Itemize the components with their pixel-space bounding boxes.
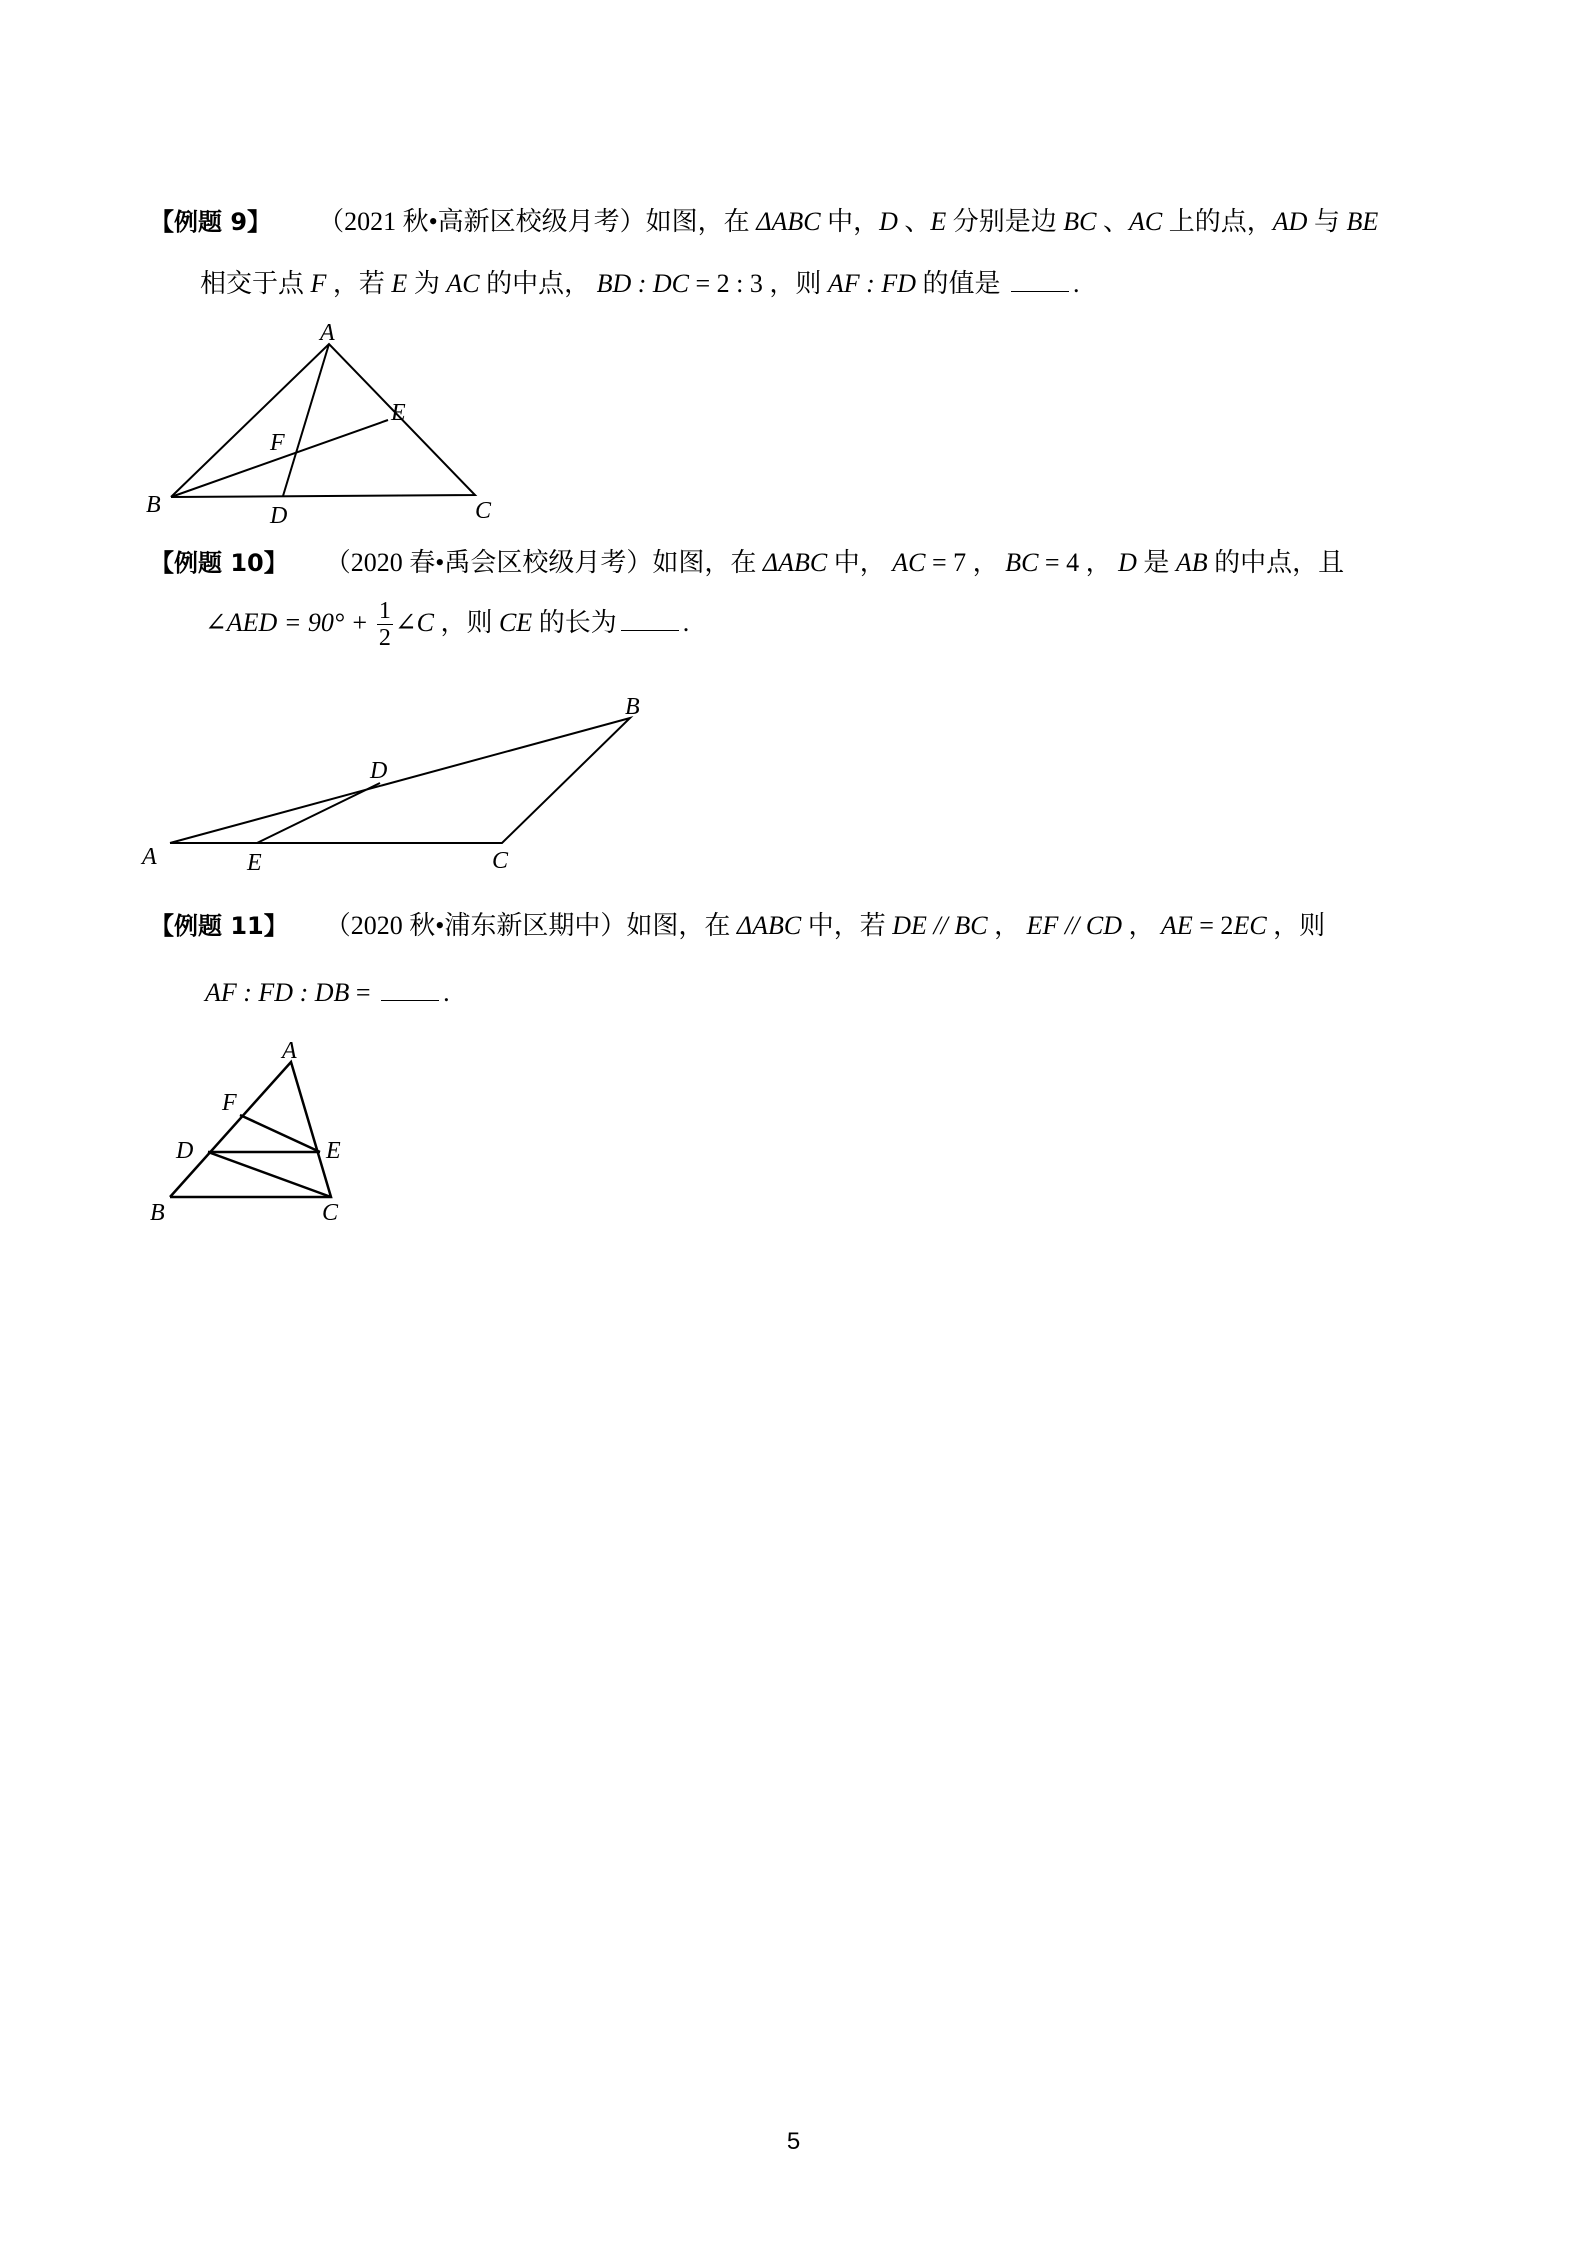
ex10-frac-num: 1 (378, 598, 391, 624)
text-run: = 4 ， (1038, 548, 1119, 577)
ex9-label-b: B (146, 492, 161, 518)
text-run: 如图，在 (626, 911, 737, 940)
text-run: 分别是边 (946, 207, 1064, 236)
text-run: = 7 ， (925, 548, 1006, 577)
text-run: = (349, 978, 378, 1007)
ex9-line1 (150, 206, 1378, 237)
ex9-label-c: C (475, 498, 492, 524)
text-run: = 2 (1192, 911, 1234, 940)
ex11-label-b: B (150, 1200, 165, 1226)
text-run: 为 (407, 269, 447, 298)
ex11-answer-blank[interactable] (381, 980, 439, 1001)
math-text: AE (1161, 911, 1193, 940)
page-number: 5 (786, 2128, 801, 2155)
ex10-segment-de (257, 783, 380, 843)
ex10-text-mid: ，则 (433, 607, 499, 637)
ex9-period: . (1073, 269, 1080, 298)
text-run: 与 (1307, 207, 1347, 236)
text-run: 如图，在 (645, 207, 757, 236)
math-text: E (930, 207, 947, 236)
text-run: ， (1121, 911, 1161, 940)
math-text: ΔABC (762, 548, 828, 577)
math-text: D (1118, 548, 1137, 577)
ex11-period: . (443, 978, 450, 1007)
ex10-label-e: E (247, 850, 262, 876)
math-text: DE // BC (892, 911, 988, 940)
math-text: D (879, 207, 898, 236)
math-text: AC (446, 269, 480, 298)
text-run: ，则 (1266, 911, 1326, 940)
math-text: BD : DC (596, 269, 690, 298)
ex9-text-2 (200, 269, 1007, 298)
text-run: = 2 : 3 ，则 (689, 269, 828, 298)
math-text: AF : FD (827, 269, 916, 298)
math-text: ΔABC (756, 207, 821, 236)
ex10-text-1 (652, 548, 1344, 577)
text-run: 相交于点 (200, 269, 311, 298)
ex11-label-f: F (222, 1090, 237, 1116)
ex11-tag: 【例题 11】 (150, 912, 288, 940)
text-run: 中，若 (801, 911, 893, 940)
ex10-triangle (170, 718, 630, 843)
ex10-source: （2020 春•禹会区校级月考） (324, 548, 653, 577)
ex9-label-f: F (270, 430, 285, 456)
ex11-source: （2020 秋•浦东新区期中） (324, 911, 627, 940)
math-text: AF : FD : DB (205, 978, 350, 1007)
math-text: BC (1063, 207, 1097, 236)
ex11-text-1 (626, 911, 1325, 940)
math-text: EF // CD (1026, 911, 1122, 940)
ex11-figure (140, 1030, 380, 1230)
ex10-label-c: C (492, 848, 509, 874)
math-text: AC (1129, 207, 1163, 236)
ex10-ce: CE (498, 607, 533, 637)
text-run: 如图，在 (652, 548, 763, 577)
ex11-line2 (205, 977, 450, 1008)
text-run: 上的点， (1162, 207, 1273, 236)
ex9-tag: 【例题 9】 (150, 208, 272, 236)
math-text: ΔABC (736, 911, 802, 940)
math-text: AD (1272, 207, 1308, 236)
ex11-text-2 (205, 978, 377, 1007)
ex10-line2 (205, 598, 689, 652)
ex10-label-a: A (142, 844, 157, 870)
text-run: 的值是 (916, 269, 1008, 298)
math-text: E (391, 269, 408, 298)
ex10-angle-c: ∠C (394, 607, 434, 637)
text-run: 中， (820, 207, 880, 236)
text-run: 的中点，且 (1207, 548, 1345, 577)
math-text: EC (1233, 911, 1267, 940)
ex11-segment-dc (208, 1152, 331, 1197)
math-text: BC (1005, 548, 1039, 577)
ex10-angle-expr: ∠AED = 90° + (205, 607, 375, 637)
text-run: ， (987, 911, 1027, 940)
ex11-line1 (150, 910, 1325, 941)
math-text: AB (1175, 548, 1208, 577)
text-run: ，若 (326, 269, 392, 298)
ex10-label-b: B (625, 694, 640, 720)
ex10-period: . (682, 607, 690, 637)
ex9-text-1 (646, 207, 1379, 236)
ex9-figure (140, 320, 500, 530)
math-text: AC (892, 548, 926, 577)
text-run: 是 (1136, 548, 1176, 577)
ex11-label-a: A (282, 1038, 297, 1064)
ex10-frac-den: 2 (378, 625, 391, 652)
ex9-label-e: E (391, 400, 406, 426)
text-run: 、 (897, 207, 931, 236)
text-run: 、 (1096, 207, 1130, 236)
ex10-figure (140, 686, 670, 876)
ex11-label-c: C (322, 1200, 339, 1226)
math-text: F (310, 269, 327, 298)
math-text: BE (1346, 207, 1379, 236)
text-run: 的中点， (479, 269, 597, 298)
ex10-fraction (377, 598, 393, 652)
ex10-line1 (150, 547, 1344, 578)
ex10-label-d: D (370, 758, 388, 784)
ex10-tag: 【例题 10】 (150, 549, 288, 577)
ex9-label-a: A (320, 320, 335, 346)
ex9-source: （2021 秋•高新区校级月考） (318, 207, 646, 236)
ex9-label-d: D (270, 503, 288, 529)
ex9-answer-blank[interactable] (1011, 271, 1069, 292)
ex11-triangle (170, 1062, 331, 1197)
ex9-line2 (200, 268, 1080, 299)
ex11-label-e: E (326, 1138, 341, 1164)
ex11-label-d: D (176, 1138, 194, 1164)
text-run: 中， (827, 548, 893, 577)
ex10-text-tail: 的长为 (532, 607, 617, 637)
ex10-answer-blank[interactable] (621, 610, 679, 631)
